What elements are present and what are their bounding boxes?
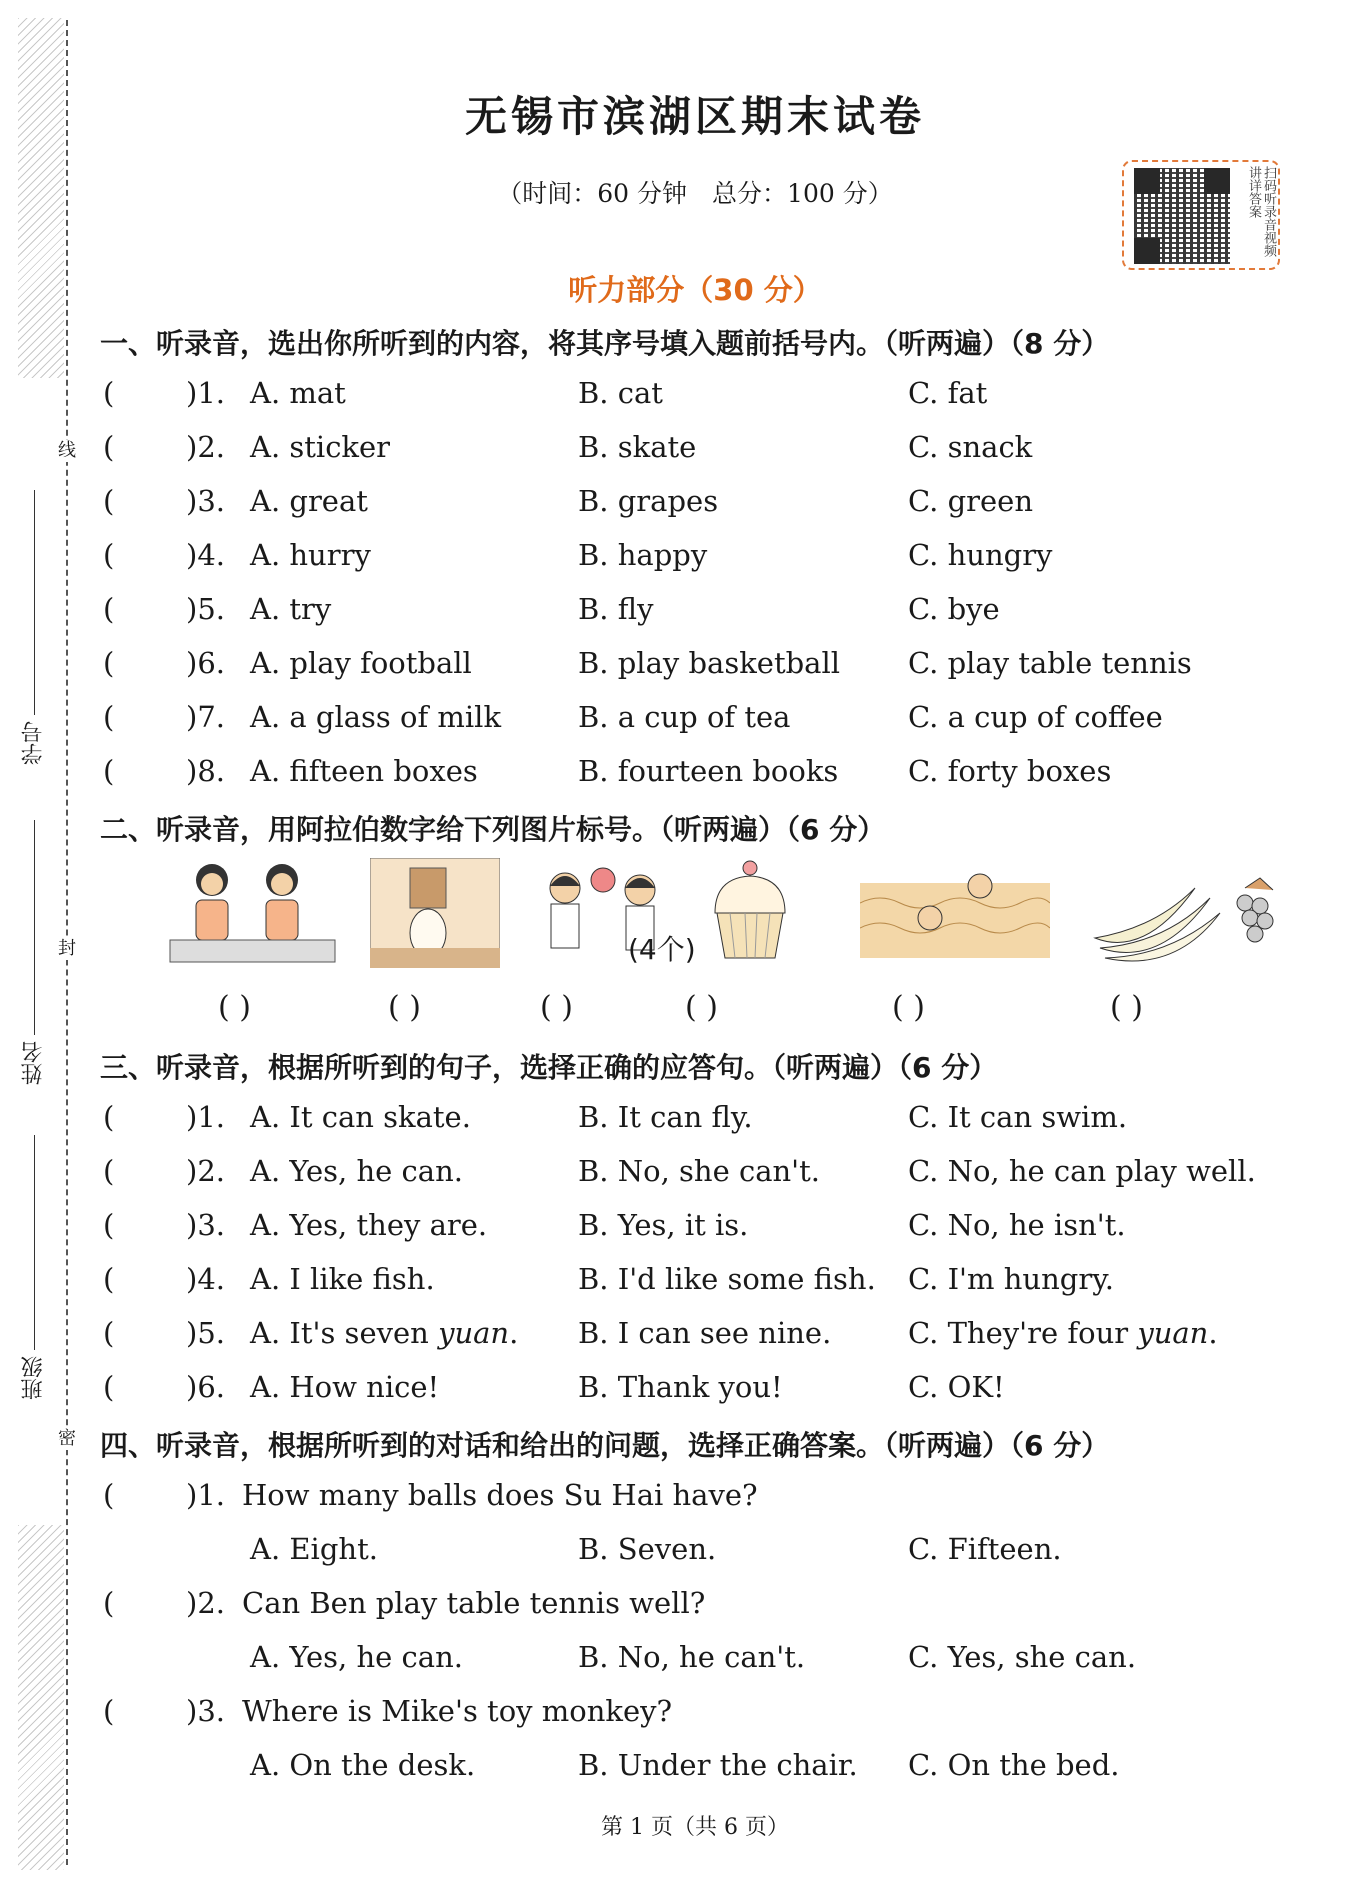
seal-word-secret: 密	[58, 1428, 76, 1449]
cupcake-count-label: (4个)	[628, 933, 696, 966]
option-c: C. fat	[908, 376, 988, 410]
picture-3-answer-blank[interactable]: ( )	[540, 990, 573, 1025]
option-a: A. fifteen boxes	[250, 754, 478, 788]
children-swimming-icon	[860, 858, 1050, 968]
option-a: A. mat	[250, 376, 346, 410]
cupcake-icon	[705, 858, 795, 968]
option-c: C. Fifteen.	[908, 1532, 1062, 1566]
option-c: C. No, he can play well.	[908, 1154, 1256, 1188]
option-b: B. grapes	[578, 484, 719, 518]
s1-question-4	[100, 538, 1300, 578]
qr-panel[interactable]	[1122, 160, 1280, 270]
s1-question-1	[100, 376, 1300, 416]
option-b: B. Thank you!	[578, 1370, 783, 1404]
option-c-period: .	[1208, 1316, 1218, 1350]
section-4-heading: 四、听录音，根据所听到的对话和给出的问题，选择正确答案。（听两遍）（6 分）	[100, 1429, 1110, 1462]
s1-question-6	[100, 646, 1300, 686]
picture-1-answer-blank[interactable]: ( )	[218, 990, 251, 1025]
option-a: A. Yes, they are.	[250, 1208, 488, 1242]
s3-question-4	[100, 1262, 1300, 1302]
option-c: C. Yes, she can.	[908, 1640, 1137, 1674]
answer-blank[interactable]: (	[103, 700, 115, 734]
option-a: A. play football	[250, 646, 472, 680]
option-c-yuan: yuan	[1137, 1316, 1209, 1350]
student-id-field[interactable]	[20, 490, 48, 765]
answer-blank[interactable]: (	[103, 1262, 115, 1296]
student-id-label: 学号	[21, 721, 46, 765]
question-number: )6.	[186, 646, 225, 680]
qr-caption: 扫码听录音视频讲详答案	[1246, 166, 1276, 257]
question-number: )8.	[186, 754, 225, 788]
question-text: Can Ben play table tennis well?	[242, 1586, 706, 1620]
s4-options-2	[100, 1640, 1300, 1680]
name-field[interactable]	[20, 820, 48, 1085]
option-b: B. Yes, it is.	[578, 1208, 749, 1242]
answer-blank[interactable]: (	[103, 1586, 115, 1620]
s3-question-1	[100, 1100, 1300, 1140]
answer-blank[interactable]: (	[103, 754, 115, 788]
option-c: C. It can swim.	[908, 1100, 1128, 1134]
question-text: Where is Mike's toy monkey?	[242, 1694, 673, 1728]
s1-question-5	[100, 592, 1300, 632]
option-a-period: .	[509, 1316, 519, 1350]
option-c: C. OK!	[908, 1370, 1005, 1404]
answer-blank[interactable]: (	[103, 1370, 115, 1404]
question-number: )7.	[186, 700, 225, 734]
s3-question-2	[100, 1154, 1300, 1194]
option-c: C. I'm hungry.	[908, 1262, 1114, 1296]
answer-blank[interactable]: (	[103, 1100, 115, 1134]
class-label: 班级	[21, 1356, 46, 1400]
answer-blank[interactable]: (	[103, 538, 115, 572]
answer-blank[interactable]: (	[103, 592, 115, 626]
section-1-heading: 一、听录音，选出你所听到的内容，将其序号填入题前括号内。（听两遍）（8 分）	[100, 327, 1110, 360]
s3-question-6	[100, 1370, 1300, 1410]
answer-blank[interactable]: (	[103, 1208, 115, 1242]
option-a: A. It can skate.	[250, 1100, 471, 1134]
question-number: )3.	[186, 484, 225, 518]
question-number: )4.	[186, 1262, 225, 1296]
option-a: A. On the desk.	[250, 1748, 476, 1782]
option-a	[250, 1316, 518, 1350]
option-c: C. a cup of coffee	[908, 700, 1163, 734]
answer-blank[interactable]: (	[103, 1316, 115, 1350]
qr-code-icon[interactable]	[1134, 168, 1230, 264]
question-number: )1.	[186, 1100, 225, 1134]
picture-2-answer-blank[interactable]: ( )	[388, 990, 421, 1025]
question-number: )4.	[186, 538, 225, 572]
option-a-yuan: yuan	[438, 1316, 510, 1350]
option-c: C. play table tennis	[908, 646, 1192, 680]
question-number: )5.	[186, 1316, 225, 1350]
s4-question-2	[100, 1586, 1300, 1626]
option-c: C. No, he isn't.	[908, 1208, 1126, 1242]
answer-blank[interactable]: (	[103, 376, 115, 410]
exam-subtitle: （时间：60 分钟 总分：100 分）	[497, 179, 893, 208]
answer-blank[interactable]: (	[103, 646, 115, 680]
option-a: A. Eight.	[250, 1532, 378, 1566]
option-b: B. a cup of tea	[578, 700, 791, 734]
option-b: B. I can see nine.	[578, 1316, 832, 1350]
option-b: B. No, she can't.	[578, 1154, 821, 1188]
s4-options-3	[100, 1748, 1300, 1788]
s3-question-5	[100, 1316, 1300, 1356]
answer-blank[interactable]: (	[103, 484, 115, 518]
picture-5-answer-blank[interactable]: ( )	[892, 990, 925, 1025]
option-b: B. skate	[578, 430, 697, 464]
question-number: )1.	[186, 376, 225, 410]
option-a: A. Yes, he can.	[250, 1154, 463, 1188]
option-a-text: A. It's seven	[250, 1316, 429, 1350]
s3-question-3	[100, 1208, 1300, 1248]
option-c: C. On the bed.	[908, 1748, 1120, 1782]
exam-title: 无锡市滨湖区期末试卷	[464, 92, 925, 141]
option-b: B. cat	[578, 376, 663, 410]
listening-part-title: 听力部分（30 分）	[568, 273, 822, 307]
option-c: C. forty boxes	[908, 754, 1112, 788]
name-label: 姓名	[21, 1041, 46, 1085]
section-3-heading: 三、听录音，根据所听到的句子，选择正确的应答句。（听两遍）（6 分）	[100, 1051, 998, 1084]
option-a: A. great	[250, 484, 368, 518]
s4-options-1	[100, 1532, 1300, 1572]
option-a: A. How nice!	[250, 1370, 440, 1404]
page-footer: 第 1 页（共 6 页）	[601, 1815, 789, 1840]
option-b: B. Seven.	[578, 1532, 717, 1566]
option-c	[908, 1316, 1218, 1350]
question-number: )1.	[186, 1478, 225, 1512]
answer-blank[interactable]: (	[103, 1154, 115, 1188]
option-c: C. snack	[908, 430, 1033, 464]
option-c: C. bye	[908, 592, 1000, 626]
question-number: )6.	[186, 1370, 225, 1404]
picture-4-answer-blank[interactable]: ( )	[685, 990, 718, 1025]
option-c: C. hungry	[908, 538, 1053, 572]
s1-question-2	[100, 430, 1300, 470]
option-a: A. Yes, he can.	[250, 1640, 463, 1674]
two-girls-at-table-icon	[160, 858, 340, 968]
s1-question-7	[100, 700, 1300, 740]
option-b: B. fly	[578, 592, 654, 626]
s4-question-3	[100, 1694, 1300, 1734]
question-number: )5.	[186, 592, 225, 626]
class-field[interactable]	[20, 1135, 48, 1400]
question-number: )3.	[186, 1694, 225, 1728]
seal-word-line: 线	[58, 440, 76, 461]
option-b: B. Under the chair.	[578, 1748, 858, 1782]
s1-question-3	[100, 484, 1300, 524]
s1-question-8	[100, 754, 1300, 794]
seal-word-seal: 封	[58, 938, 76, 959]
bananas-and-grapes-icon	[1085, 858, 1280, 968]
option-b: B. play basketball	[578, 646, 841, 680]
egg-in-kitchen-icon	[370, 858, 500, 968]
answer-blank[interactable]: (	[103, 1478, 115, 1512]
option-c: C. green	[908, 484, 1034, 518]
answer-blank[interactable]: (	[103, 430, 115, 464]
picture-6-answer-blank[interactable]: ( )	[1110, 990, 1143, 1025]
option-a: A. sticker	[250, 430, 391, 464]
option-b: B. fourteen books	[578, 754, 839, 788]
option-a: A. a glass of milk	[250, 700, 502, 734]
answer-blank[interactable]: (	[103, 1694, 115, 1728]
option-c-text: C. They're four	[908, 1316, 1129, 1350]
option-b: B. happy	[578, 538, 708, 572]
option-a: A. I like fish.	[250, 1262, 435, 1296]
option-b: B. I'd like some fish.	[578, 1262, 876, 1296]
option-b: B. No, he can't.	[578, 1640, 806, 1674]
question-number: )2.	[186, 430, 225, 464]
option-b: B. It can fly.	[578, 1100, 753, 1134]
s4-question-1	[100, 1478, 1300, 1518]
question-number: )3.	[186, 1208, 225, 1242]
question-number: )2.	[186, 1586, 225, 1620]
question-text: How many balls does Su Hai have?	[242, 1478, 758, 1512]
option-a: A. try	[250, 592, 332, 626]
option-a: A. hurry	[250, 538, 371, 572]
section-2-heading: 二、听录音，用阿拉伯数字给下列图片标号。（听两遍）（6 分）	[100, 813, 886, 846]
picture-row	[160, 858, 1260, 978]
question-number: )2.	[186, 1154, 225, 1188]
